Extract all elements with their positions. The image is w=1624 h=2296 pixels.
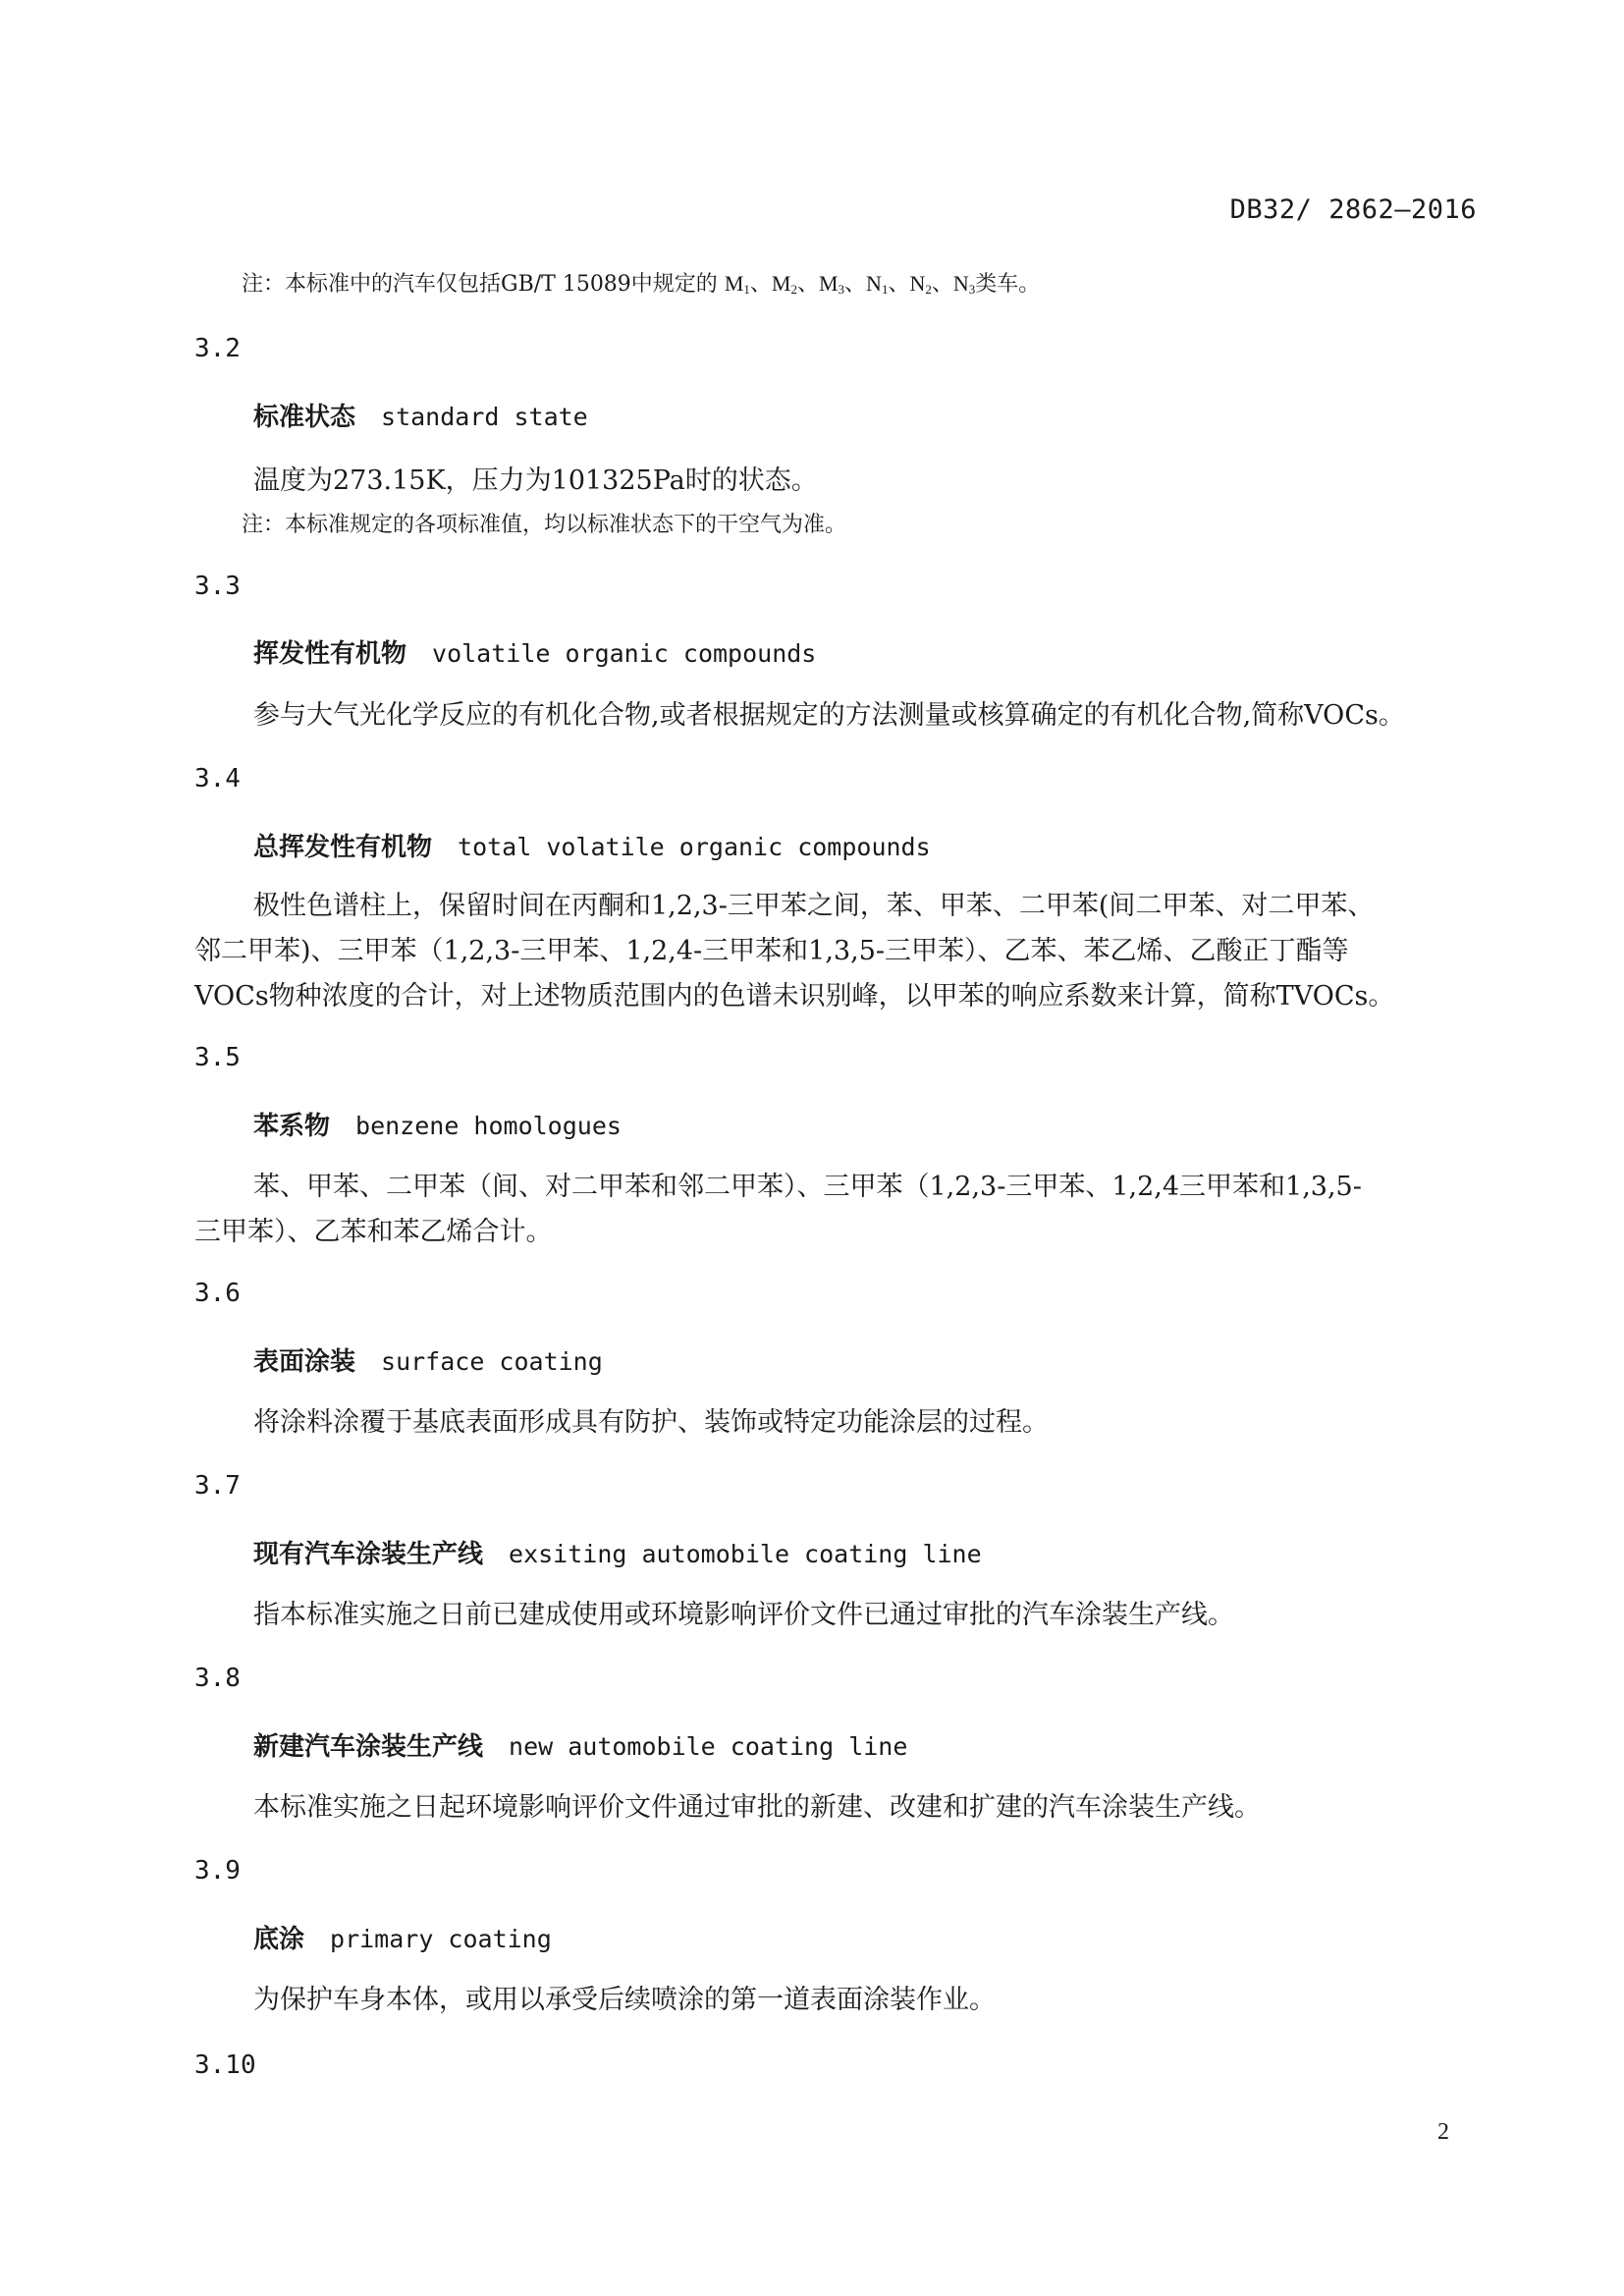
term-chinese: 现有汽车涂装生产线 — [253, 1540, 484, 1569]
clause-number: 3.2 — [194, 334, 241, 363]
clause-note: 注：本标准规定的各项标准值，均以标准状态下的干空气为准。 — [242, 513, 847, 537]
term-definition-line: VOCs物种浓度的合计，对上述物质范围内的色谱未识别峰，以甲苯的响应系数来计算，简称TVOCs。 — [194, 981, 1395, 1011]
term-heading — [253, 633, 816, 670]
term-english: primary coating — [330, 1925, 552, 1953]
term-definition: 本标准实施之日起环境影响评价文件通过审批的新建、改建和扩建的汽车涂装生产线。 — [253, 1792, 1261, 1823]
clause-number: 3.8 — [194, 1664, 241, 1693]
page-number: 2 — [1437, 2119, 1449, 2145]
term-heading — [253, 1726, 907, 1763]
term-heading — [253, 1106, 622, 1142]
standard-code: DB32/ 2862—2016 — [1229, 194, 1477, 225]
clause-number: 3.6 — [194, 1279, 241, 1308]
term-english: total volatile organic compounds — [458, 833, 931, 861]
term-chinese: 表面涂装 — [253, 1347, 356, 1377]
clause-number: 3.5 — [194, 1043, 241, 1072]
term-heading — [253, 1534, 982, 1570]
term-definition: 参与大气光化学反应的有机化合物,或者根据规定的方法测量或核算确定的有机化合物,简称VOCs。 — [253, 700, 1405, 731]
category-n1: $N_1$ — [866, 271, 889, 297]
clause-number: 3.3 — [194, 572, 241, 601]
clause-number: 3.7 — [194, 1471, 241, 1501]
term-definition: 为保护车身本体，或用以承受后续喷涂的第一道表面涂装作业。 — [253, 1985, 996, 2015]
term-english: new automobile coating line — [509, 1732, 908, 1761]
term-heading — [253, 397, 588, 433]
category-m2: $M_2$ — [771, 271, 797, 297]
category-n3: $N_3$ — [952, 271, 976, 297]
term-definition: 指本标准实施之日前已建成使用或环境影响评价文件已通过审批的汽车涂装生产线。 — [253, 1600, 1234, 1630]
term-heading — [253, 1919, 552, 1955]
clause-number: 3.9 — [194, 1856, 241, 1886]
category-m3: $M_3$ — [818, 271, 845, 297]
term-english: exsiting automobile coating line — [509, 1540, 982, 1568]
term-chinese: 苯系物 — [253, 1112, 331, 1141]
term-english: surface coating — [381, 1347, 603, 1376]
clause-number: 3.4 — [194, 764, 241, 793]
term-definition-line: 苯、甲苯、二甲苯（间、对二甲苯和邻二甲苯）、三甲苯（1,2,3-三甲苯、1,2,4三甲苯和1,3,5- — [253, 1172, 1362, 1202]
term-heading — [253, 1341, 603, 1378]
note-prefix: 注：本标准中的汽车仅包括GB/T 15089中规定的 — [242, 272, 725, 297]
term-english: volatile organic compounds — [432, 639, 817, 668]
term-english: benzene homologues — [355, 1112, 622, 1140]
term-definition: 温度为273.15K，压力为101325Pa时的状态。 — [253, 465, 818, 496]
term-chinese: 标准状态 — [253, 403, 356, 432]
category-m1: $M_1$ — [724, 271, 750, 297]
term-chinese: 新建汽车涂装生产线 — [253, 1732, 484, 1762]
note-vehicle-categories: 注：本标准中的汽车仅包括GB/T 15089中规定的 $M_1$、$M_2$、$M_3$、$N_1$、$N_2$、$N_3$类车。 — [242, 271, 1041, 297]
term-definition: 将涂料涂覆于基底表面形成具有防护、装饰或特定功能涂层的过程。 — [253, 1407, 1049, 1438]
category-n2: $N_2$ — [909, 271, 932, 297]
term-definition-line: 极性色谱柱上，保留时间在丙酮和1,2,3-三甲苯之间，苯、甲苯、二甲苯(间二甲苯、对二甲苯、 — [253, 891, 1375, 921]
term-chinese: 挥发性有机物 — [253, 639, 407, 669]
term-definition-line: 邻二甲苯)、三甲苯（1,2,3-三甲苯、1,2,4-三甲苯和1,3,5-三甲苯）、乙苯、苯乙烯、乙酸正丁酯等 — [194, 936, 1349, 966]
clause-number: 3.10 — [194, 2050, 256, 2080]
term-chinese: 总挥发性有机物 — [253, 833, 433, 862]
note-suffix: 类车。 — [975, 272, 1041, 297]
term-heading — [253, 827, 931, 863]
term-definition-line: 三甲苯）、乙苯和苯乙烯合计。 — [194, 1217, 553, 1247]
term-english: standard state — [381, 403, 588, 431]
term-chinese: 底涂 — [253, 1925, 305, 1954]
